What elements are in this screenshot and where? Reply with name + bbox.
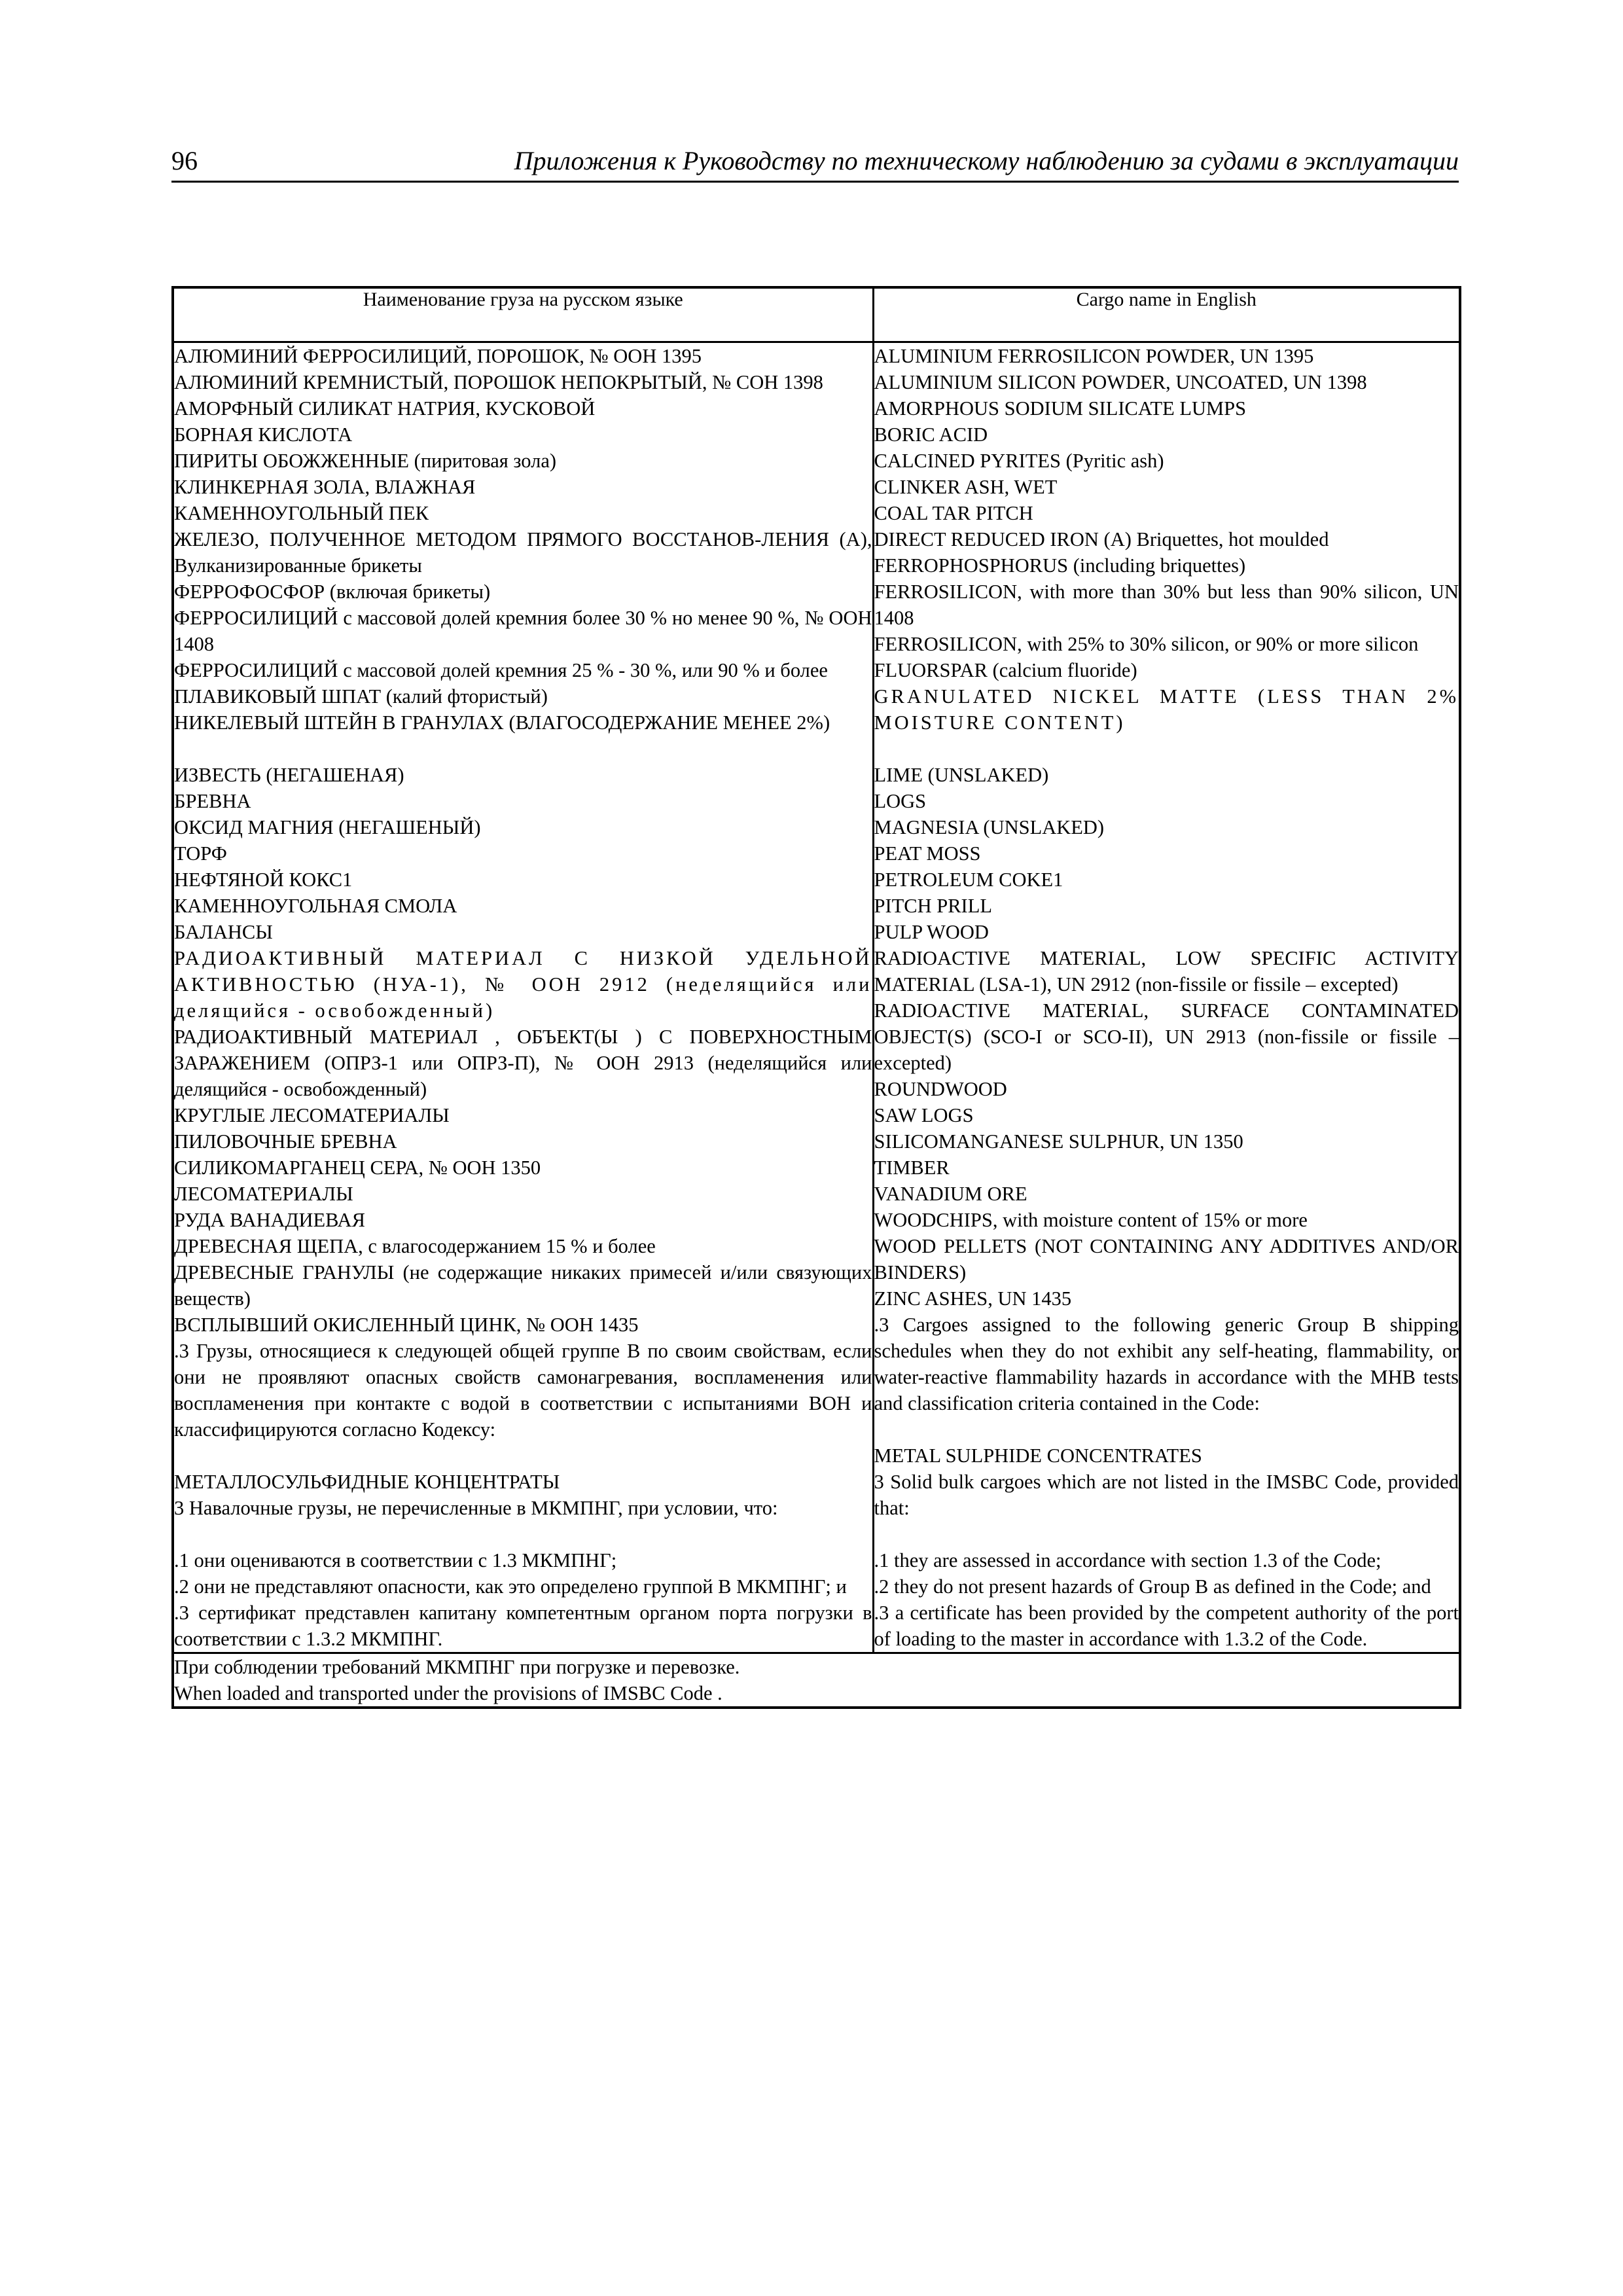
cargo-name-english: CLINKER ASH, WET — [874, 476, 1058, 498]
running-title: Приложения к Руководству по техническому наблюдению за судами в эксплуатации — [514, 146, 1459, 175]
cargo-name-russian: .2 они не представляют опасности, как это определено группой В МКМПНГ; и — [174, 1575, 847, 1598]
cargo-name-english: SAW LOGS — [874, 1104, 974, 1126]
cargo-name-russian: БАЛАНСЫ — [174, 921, 273, 943]
cargo-name-english: .3 Cargoes assigned to the following generic Group B shipping schedules when they do not exhibit any self-heating, flammability, or water-reactive flammability hazards in accordance with the MHB tests and classification criteria contained in the Code: — [874, 1314, 1459, 1414]
cargo-name-russian: ДРЕВЕСНАЯ ЩЕПА, с влагосодержанием 15 % и более — [174, 1235, 656, 1257]
cargo-name-russian: ФЕРРОСИЛИЦИЙ с массовой долей кремния 25 % - 30 %, или 90 % и более — [174, 659, 828, 681]
cargo-name-english: ROUNDWOOD — [874, 1078, 1007, 1100]
cargo-name-russian: ЛЕСОМАТЕРИАЛЫ — [174, 1183, 353, 1205]
blank-line — [174, 736, 872, 762]
cargo-name-russian: ВСПЛЫВШИЙ ОКИСЛЕННЫЙ ЦИНК, № ООН 1435 — [174, 1314, 639, 1336]
cargo-name-english: LIME (UNSLAKED) — [874, 764, 1049, 786]
cargo-name-russian: БРЕВНА — [174, 790, 251, 812]
cargo-name-russian: ФЕРРОСИЛИЦИЙ с массовой долей кремния более 30 % но менее 90 %, № ООН 1408 — [174, 607, 872, 655]
cargo-name-russian: ФЕРРОФОСФОР (включая брикеты) — [174, 581, 491, 603]
cargo-name-russian: ПЛАВИКОВЫЙ ШПАТ (калий фтористый) — [174, 685, 548, 708]
column-header-russian: Наименование груза на русском языке — [173, 287, 873, 342]
column-header-english: Cargo name in English — [873, 287, 1460, 342]
cargo-name-russian: БОРНАЯ КИСЛОТА — [174, 423, 353, 446]
cargo-name-russian: ОКСИД МАГНИЯ (НЕГАШЕНЫЙ) — [174, 816, 481, 838]
table-footer — [173, 1653, 1460, 1708]
cargo-name-russian: АМОРФНЫЙ СИЛИКАТ НАТРИЯ, КУСКОВОЙ — [174, 397, 596, 420]
cargo-name-russian: МЕТАЛЛОСУЛЬФИДНЫЕ КОНЦЕНТРАТЫ — [174, 1471, 560, 1493]
cargo-name-english: ZINC ASHES, UN 1435 — [874, 1287, 1072, 1310]
table-header-row — [173, 287, 1460, 342]
blank-line — [874, 736, 1459, 762]
cargo-name-english: PULP WOOD — [874, 921, 989, 943]
cargo-name-english: .3 a certificate has been provided by the competent authority of the port of loading to the master in accordance with 1.3.2 of the Code. — [874, 1602, 1459, 1650]
cargo-name-english: RADIOACTIVE MATERIAL, LOW SPECIFIC ACTIVITY MATERIAL (LSA-1), UN 2912 (non-fissile or fissile – excepted) — [874, 947, 1459, 996]
cargo-name-russian: .1 они оцениваются в соответствии с 1.3 МКМПНГ; — [174, 1549, 617, 1571]
cargo-name-russian: ДРЕВЕСНЫЕ ГРАНУЛЫ (не содержащие никаких примесей и/или связующих веществ) — [174, 1261, 872, 1310]
cargo-name-english: .2 they do not present hazards of Group B as defined in the Code; and — [874, 1575, 1431, 1598]
cargo-name-russian: ПИЛОВОЧНЫЕ БРЕВНА — [174, 1130, 397, 1153]
cargo-name-english: CALCINED PYRITES (Pyritic ash) — [874, 450, 1164, 472]
cargo-name-english: PEAT MOSS — [874, 842, 981, 865]
table-footer-row — [173, 1653, 1460, 1708]
page-number: 96 — [171, 146, 198, 175]
cargo-name-russian: КАМЕННОУГОЛЬНЫЙ ПЕК — [174, 502, 429, 524]
cargo-name-english: TIMBER — [874, 1157, 950, 1179]
cargo-name-russian: ТОРФ — [174, 842, 227, 865]
cargo-name-english: SILICOMANGANESE SULPHUR, UN 1350 — [874, 1130, 1243, 1153]
cargo-name-english: WOODCHIPS, with moisture content of 15% or more — [874, 1209, 1308, 1231]
cargo-name-english: AMORPHOUS SODIUM SILICATE LUMPS — [874, 397, 1247, 420]
cargo-name-russian: ИЗВЕСТЬ (НЕГАШЕНАЯ) — [174, 764, 404, 786]
cargo-name-english: GRANULATED NICKEL MATTE (LESS THAN 2% MOISTURE CONTENT) — [874, 685, 1459, 734]
cargo-name-english: DIRECT REDUCED IRON (A) Briquettes, hot moulded — [874, 528, 1329, 550]
cargo-name-russian: НЕФТЯНОЙ КОКС1 — [174, 869, 353, 891]
cargo-name-english: LOGS — [874, 790, 927, 812]
footer-note-russian: При соблюдении требований МКМПНГ при погрузке и перевозке. — [174, 1656, 740, 1678]
russian-names-column — [173, 342, 873, 1653]
cargo-name-english: BORIC ACID — [874, 423, 988, 446]
cargo-name-russian: СИЛИКОМАРГАНЕЦ СЕРА, № ООН 1350 — [174, 1157, 541, 1179]
cargo-name-russian: КЛИНКЕРНАЯ ЗОЛА, ВЛАЖНАЯ — [174, 476, 476, 498]
blank-line — [874, 1416, 1459, 1443]
cargo-name-english: PETROLEUM COKE1 — [874, 869, 1063, 891]
cargo-name-russian: 3 Навалочные грузы, не перечисленные в МКМПНГ, при условии, что: — [174, 1497, 778, 1519]
cargo-name-english: MAGNESIA (UNSLAKED) — [874, 816, 1105, 838]
cargo-name-russian: КРУГЛЫЕ ЛЕСОМАТЕРИАЛЫ — [174, 1104, 450, 1126]
cargo-name-english: FERROSILICON, with more than 30% but less than 90% silicon, UN 1408 — [874, 581, 1459, 629]
cargo-name-english: FERROSILICON, with 25% to 30% silicon, or 90% or more silicon — [874, 633, 1419, 655]
table-body-row — [173, 342, 1460, 1653]
cargo-name-english: 3 Solid bulk cargoes which are not listed in the IMSBC Code, provided that: — [874, 1471, 1459, 1519]
cargo-name-english: PITCH PRILL — [874, 895, 992, 917]
cargo-name-english: METAL SULPHIDE CONCENTRATES — [874, 1444, 1202, 1467]
cargo-name-english: ALUMINIUM SILICON POWDER, UNCOATED, UN 1398 — [874, 371, 1367, 393]
cargo-name-english: ALUMINIUM FERROSILICON POWDER, UN 1395 — [874, 345, 1314, 367]
cargo-name-english: RADIOACTIVE MATERIAL, SURFACE CONTAMINATED OBJECT(S) (SCO-I or SCO-II), UN 2913 (non-fissile or fissile – excepted) — [874, 999, 1459, 1074]
cargo-name-russian: НИКЕЛЕВЫЙ ШТЕЙН В ГРАНУЛАХ (ВЛАГОСОДЕРЖАНИЕ МЕНЕЕ 2%) — [174, 711, 830, 734]
blank-line — [174, 1521, 872, 1547]
footer-note-english: When loaded and transported under the provisions of IMSBC Code . — [174, 1682, 722, 1704]
cargo-name-english: VANADIUM ORE — [874, 1183, 1027, 1205]
page-header — [171, 143, 1459, 183]
cargo-name-russian: АЛЮМИНИЙ КРЕМНИСТЫЙ, ПОРОШОК НЕПОКРЫТЫЙ, № СОН 1398 — [174, 371, 823, 393]
cargo-name-english: COAL TAR PITCH — [874, 502, 1033, 524]
blank-line — [874, 1521, 1459, 1547]
cargo-name-english: FERROPHOSPHORUS (including briquettes) — [874, 554, 1246, 577]
cargo-table — [171, 286, 1461, 1709]
cargo-name-russian: .3 Грузы, относящиеся к следующей общей группе В по своим свойствам, если они не проявляют опасных свойств самонагревания, воспламенения или воспламенения при контакте с водой в соответствии с испытаниями ВОН и классифицируются согласно Кодексу: — [174, 1340, 872, 1441]
cargo-name-russian: ЖЕЛЕЗО, ПОЛУЧЕННОЕ МЕТОДОМ ПРЯМОГО ВОССТАНОВ-ЛЕНИЯ (А), Вулканизированные брикеты — [174, 528, 872, 577]
english-names-column — [873, 342, 1460, 1653]
cargo-name-russian: РАДИОАКТИВНЫЙ МАТЕРИАЛ , ОБЪЕКТ(Ы ) С ПОВЕРХНОСТНЫМ ЗАРАЖЕНИЕМ (ОПРЗ-1 или ОПРЗ-П), № ООН 2913 (неделящийся или делящийся - освобожденный) — [174, 1026, 872, 1100]
cargo-name-english: WOOD PELLETS (NOT CONTAINING ANY ADDITIVES AND/OR BINDERS) — [874, 1235, 1459, 1283]
blank-line — [174, 1443, 872, 1469]
cargo-name-english: FLUORSPAR (calcium fluoride) — [874, 659, 1137, 681]
cargo-name-russian: ПИРИТЫ ОБОЖЖЕННЫЕ (пиритовая зола) — [174, 450, 557, 472]
cargo-name-russian: .3 сертификат представлен капитану компетентным органом порта погрузки в соответствии с 1.3.2 МКМПНГ. — [174, 1602, 872, 1650]
cargo-name-russian: АЛЮМИНИЙ ФЕРРОСИЛИЦИЙ, ПОРОШОК, № ООН 1395 — [174, 345, 702, 367]
cargo-name-russian: РУДА ВАНАДИЕВАЯ — [174, 1209, 365, 1231]
cargo-name-english: .1 they are assessed in accordance with section 1.3 of the Code; — [874, 1549, 1382, 1571]
cargo-name-russian: РАДИОАКТИВНЫЙ МАТЕРИАЛ С НИЗКОЙ УДЕЛЬНОЙ АКТИВНОСТЬЮ (НУА-1), № ООН 2912 (неделящийся или делящийся - освобожденный) — [174, 947, 872, 1022]
cargo-name-russian: КАМЕННОУГОЛЬНАЯ СМОЛА — [174, 895, 457, 917]
